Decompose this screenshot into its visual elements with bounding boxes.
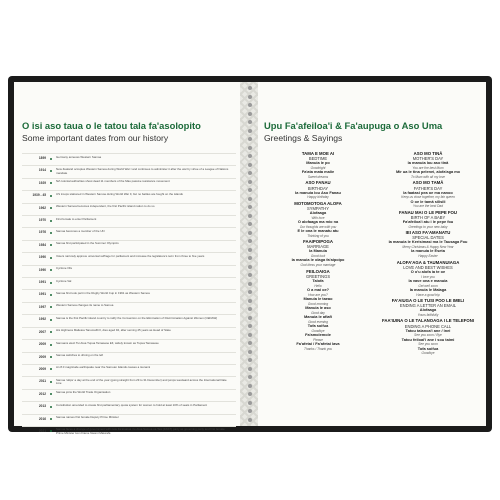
timeline-year: 2011 [39,379,46,384]
timeline-row [22,165,236,177]
phrase-english: Happy Easter [418,254,438,259]
binding-ring-icon [248,273,252,277]
phrase-english: Yours faithfully [417,312,439,317]
timeline-row [22,178,236,190]
timeline-year: 1976 [38,230,46,235]
phrase-samoan: Fa'ata mata malie [301,169,335,175]
phrase-samoan: Fa'amolemole [305,331,331,337]
timeline-year: 1992 [38,317,46,322]
phrase-english: Goodnight [310,166,326,170]
phrase-samoan: Mir ua le tina pelenei, alofa'aga mo [395,169,461,175]
binding-ring-icon [248,214,252,218]
timeline-year: 2013 [38,404,46,409]
timeline-event: Samoa switches to driving on the left [56,353,104,357]
timeline-event: Western Samoa becomes independent, the first Pacific island nation to do so [56,204,155,209]
timeline-event: Samoa names first female Deputy Prime Minister [56,415,119,420]
phrase-english: God bless your marriage [300,263,336,268]
timeline-row [22,314,236,326]
phrase-samoan: Fa'afetai / Fa'afetai lava [296,340,340,346]
timeline-event: First female to enter Parliament [56,216,97,221]
phrase-english: Please [313,337,323,342]
right-page-subtitle: Greetings & Sayings [264,133,343,143]
timeline-year: 1939 - 45 [32,193,46,198]
timeline-row [22,240,236,252]
timeline-dot-icon [50,430,52,432]
section-heading-english: SYMPATHY [307,205,329,211]
timeline-year: 1991 [38,280,46,285]
binding-ring-icon [248,120,252,124]
timeline-row [22,414,236,426]
phrase-samoan: Manuia le aso [305,304,331,310]
phrase-english: I love you [421,274,435,279]
right-page-title: Upu Fa'afeiloa'i & Fa'aupuga o Aso Uma [264,120,443,131]
binding-ring-icon [248,409,252,413]
phrase-english: Thanks / Thank you [304,346,332,351]
section-heading-samoan: ALOFA'AGA & TAUMANUIAGA [396,259,460,265]
timeline-dot-icon [50,294,52,296]
timeline-year: 2021 [38,428,46,433]
phrase-english: Our thoughts are with you [299,224,337,229]
timeline-event: Samoa first participated in the Summer Olympics [56,241,119,246]
phrase-samoan: Ia manuia le olaga fa'aipoipo [291,257,345,263]
binding-ring-icon [248,103,252,107]
binding-ring-icon [248,188,252,192]
history-timeline [22,153,236,438]
timeline-row [22,227,236,239]
phrase-samoan: Ia Manuia [309,248,327,254]
section-heading-samoan: ASO FANAU [305,180,331,186]
section-heading-english: FATHER'S DAY [413,185,443,191]
timeline-year: 1899 [38,156,46,160]
timeline-row [22,376,236,388]
timeline-dot-icon [50,356,52,358]
timeline-year: 1990 [38,267,46,272]
timeline-dot-icon [50,182,52,184]
phrase-english: Goodbye [421,351,435,356]
phrase-english: With love [311,215,325,220]
binding-ring-icon [248,222,252,226]
section-heading-english: GREETINGS [305,273,331,279]
binding-ring-icon [248,129,252,133]
sayings-column-left [266,151,370,351]
phrase-samoan: Tatou feiloai'i ane i sou taimi [401,336,455,342]
binding-ring-icon [248,375,252,379]
phrase-english: How are you? [308,292,328,297]
section-heading-samoan: ASO MO TAMĀ [412,180,444,186]
phrase-english: Hello [314,283,322,288]
timeline-year: 1991 [38,292,46,297]
phrase-samoan: Fa'afeiloa'i atu i le pepe fou [402,218,454,224]
timeline-year: 1997 [38,304,46,309]
phrase-samoan: Tofa soifua [417,345,439,351]
phrase-english: To Mum with all my love [411,175,445,179]
timeline-event: Samoa first took part in the Rugby World Cup in 1991 as Western Samoa [56,290,150,295]
timeline-dot-icon [50,331,52,333]
phrase-english: Greetings to your new baby [408,224,448,229]
timeline-dot-icon [50,257,52,259]
section-heading-english: MOTHER'S DAY [412,156,444,162]
phrase-samoan: Ia manuia le Kerisimasi ma le Tausaga Fou [388,239,468,245]
timeline-row [22,215,236,227]
phrase-samoan: Alofaaga [309,209,327,215]
binding-ring-icon [248,239,252,243]
binding-ring-icon [248,350,252,354]
phrase-english: Keep us close together, my fair queen [401,195,455,200]
phrase-english: Happy birthday [307,195,329,200]
timeline-row [22,327,236,339]
phrase-samoan: Ia manuia lou Aso Fanau [295,189,341,195]
timeline-year: 1984 [38,242,46,247]
phrase-english: Good morning [307,301,329,306]
timeline-event: NZ colonial authorities shoot dead 11 members of the Mau passive resistance movement [56,179,170,184]
phrase-samoan: Ia manuia le Malaga [409,286,447,292]
binding-ring-icon [248,197,252,201]
timeline-row [22,265,236,277]
timeline-event: US troops stationed in Western Samoa during World War II, but no battles are fought on the islands [56,191,183,196]
binding-ring-icon [248,307,252,311]
binding-ring-icon [248,316,252,320]
timeline-row [22,289,236,301]
binding-ring-icon [248,146,252,150]
phrase-samoan: Ia vave ona e manuia [408,277,448,283]
phrase-english: Get well soon [418,283,438,288]
timeline-year: 1914 [38,168,46,173]
phrase-english: You are the best Mum [412,166,444,170]
section-heading-english: MARRIAGE [307,244,329,250]
section-heading-samoan: IEI ASO FA'AMANATU [405,230,451,236]
section-heading-samoan: FAAIPOIPOGA [303,239,333,245]
timeline-year: 2007 [38,329,46,334]
phrase-samoan: Alofaaga [419,307,437,313]
binding-ring-icon [248,171,252,175]
binding-ring-icon [248,384,252,388]
binding-ring-icon [248,341,252,345]
binding-ring-icon [248,180,252,184]
timeline-dot-icon [50,207,52,209]
phrase-english: Goodbye [311,328,325,333]
binding-ring-icon [248,418,252,422]
phrase-english: Good luck [310,254,326,259]
timeline-event: His Highness Malietoa Tanumafili II, dies aged 94, after serving 45 years as Head of State [56,328,171,333]
timeline-dot-icon [50,269,52,271]
binding-ring-icon [248,358,252,362]
binding-ring-icon [248,367,252,371]
timeline-event: Samoa becomes a member of the UN [56,228,105,233]
timeline-year: 1990 [38,255,46,260]
timeline-event: Germany annexes Western Samoa [56,154,102,159]
phrase-english: Thinking of you [307,233,329,238]
phrase-english: See you soon / Bye [414,333,442,338]
timeline-dot-icon [50,319,52,321]
timeline-year: 1970 [38,218,46,223]
binding-ring-icon [248,392,252,396]
section-heading-english: SPECIAL DATES [412,235,444,241]
section-heading-english: BIRTHDAY [307,185,329,191]
binding-ring-icon [248,154,252,158]
section-heading-samoan: FA'AIUGA O LE TUSI POO LE IMELI [391,297,465,303]
timeline-event: Samoa 'skips' a day at the end of the year (going straight from 29 to 31 December) and jumps westward across the International Date Line [56,377,227,386]
timeline-dot-icon [50,170,52,172]
timeline-event: An 8.0 magnitude earthquake near the Samoan Islands causes a tsunami [56,365,151,370]
phrase-samoan: Ia faatasi pea oe ma nanoo [403,189,453,195]
phrase-samoan: E le ona le manatu atu [297,227,339,233]
phrase-samoan: Ia manuia lou aso tinā [407,160,449,166]
binding-ring-icon [248,205,252,209]
phrase-english: Sweet dreams [307,175,329,179]
timeline-event: Western Samoa changes its name to Samoa [56,303,114,308]
phrase-samoan: O oe le tamā silisili [410,198,446,204]
timeline-row [22,352,236,364]
binding-ring-icon [248,299,252,303]
timeline-dot-icon [50,393,52,395]
timeline-dot-icon [50,195,52,197]
timeline-row [22,153,236,165]
binding-ring-icon [248,112,252,116]
section-heading-samoan: MOTOMOTOGA ALOFA [294,200,342,206]
section-heading-english: ENDING A PHONE CALL [404,323,452,329]
section-heading-english: LOVE AND BEST WISHES [403,264,453,270]
section-heading-english: BEDTIME [308,156,328,162]
timeline-year: 2016 [38,416,46,421]
section-heading-samoan: FEILOAIGA [306,268,330,274]
binding-ring-icon [248,248,252,252]
binding-ring-icon [248,86,252,90]
timeline-event: New Zealand occupies Western Samoa during World War I and continues to administer it after the war by virtue of a League of Nations mandate [56,166,229,175]
timeline-dot-icon [50,244,52,246]
phrase-samoan: O o'u alofa ia te oe [410,268,446,274]
timeline-dot-icon [50,381,52,383]
phrase-samoan: Ia manuia le Eseta [411,248,445,254]
timeline-event: Samoa is the first Pacific island country to ratify the Convention on the Elimination of Discrimination Against Women (CEDAW) [56,315,218,320]
timeline-row [22,252,236,264]
timeline-dot-icon [50,406,52,408]
timeline-event: Samoa joins the World Trade Organisation [56,390,111,395]
timeline-year: 1962 [38,205,46,210]
left-page-title: O isi aso taua o le tatou tala fa'asolopito [22,120,201,131]
timeline-dot-icon [50,282,52,284]
binding-ring-icon [248,282,252,286]
timeline-event: Cyclone Val [56,278,72,283]
timeline-dot-icon [50,344,52,346]
phrase-samoan: O a mai oe? [306,286,330,292]
timeline-row [22,203,236,215]
timeline-event: Samoans elect Tui Atua Tupua Tamasese Efi, widely known as Tupua Tamasese [56,340,159,345]
timeline-row [22,426,236,438]
binding-ring-icon [248,324,252,328]
section-heading-english: BIRTH OF A BABY [410,214,446,220]
timeline-event: Cyclone Ofa [56,266,72,271]
timeline-dot-icon [50,368,52,370]
timeline-year: 1929 [38,180,46,185]
binding-ring-icon [248,137,252,141]
timeline-dot-icon [50,232,52,234]
section-heading-samoan: TAMA E MOE AI [301,151,335,156]
phrase-samoan: Tatou talanoa'i ane / Inei [405,327,451,333]
binding-ring-icon [248,265,252,269]
left-page-subtitle: Some important dates from our history [22,133,169,143]
section-heading-samoan: FANAU MAI O LE PEPE FOU [398,209,457,215]
binding-ring-icon [248,95,252,99]
timeline-row [22,339,236,351]
timeline-year: 2009 [38,366,46,371]
timeline-row [22,190,236,202]
timeline-dot-icon [50,306,52,308]
phrase-samoan: O alofaaga ma mio na [297,218,339,224]
phrase-samoan: Manuia le afiafi [304,313,332,319]
section-heading-english: ENDING A LETTER AN EMAIL [399,303,457,309]
binding-ring-icon [248,231,252,235]
phrase-samoan: Manuia le taeao [303,295,333,301]
binding-ring-icon [248,333,252,337]
binding-ring-icon [248,401,252,405]
sayings-column-right [376,151,480,356]
binding-ring-icon [248,290,252,294]
timeline-dot-icon [50,220,52,222]
timeline-dot-icon [50,418,52,420]
timeline-year: 2012 [38,391,46,396]
section-heading-samoan: FAA'IUINA O LE TALANOAGA I LE TELEFONI [381,318,475,324]
binding-ring-icon [248,163,252,167]
timeline-year: 2009 [38,354,46,359]
phrase-english: Merry Christmas & Happy New Year [402,245,454,250]
timeline-row [22,401,236,413]
phrase-english: Have a good trip [416,292,440,297]
phrase-english: Good day [311,310,325,315]
timeline-row [22,364,236,376]
timeline-row [22,302,236,314]
phrase-samoan: Tofa soifua [307,322,329,328]
binding-ring-icon [248,256,252,260]
phrase-samoan: Talofa [312,277,324,283]
phrase-english: See you soon [418,342,438,347]
timeline-event: Samoa faces a change of government with new Fa'atuatua i le Atua Samoa ua Tasi (FAST) party as governing party and first female Prime Minister Hon Fiame Naomi Mata'afa [56,427,225,436]
timeline-year: 2009 [38,342,46,347]
section-heading-samoan: ASO MO TINĀ [413,151,443,156]
timeline-event: Voters narrowly approve universal suffrage for parliament and increase the legislature's term from three to five years [56,253,205,258]
phrase-english: Good evening [308,319,328,324]
timeline-dot-icon [50,158,52,160]
phrase-english: You are the best Dad [413,204,443,209]
phrase-samoan: Manuia le po [306,160,330,166]
timeline-row [22,277,236,289]
timeline-event: Constitution amended to create first parliamentary quota system for women to hold at least 10% of seats in Parliament [56,402,208,407]
timeline-row [22,389,236,401]
